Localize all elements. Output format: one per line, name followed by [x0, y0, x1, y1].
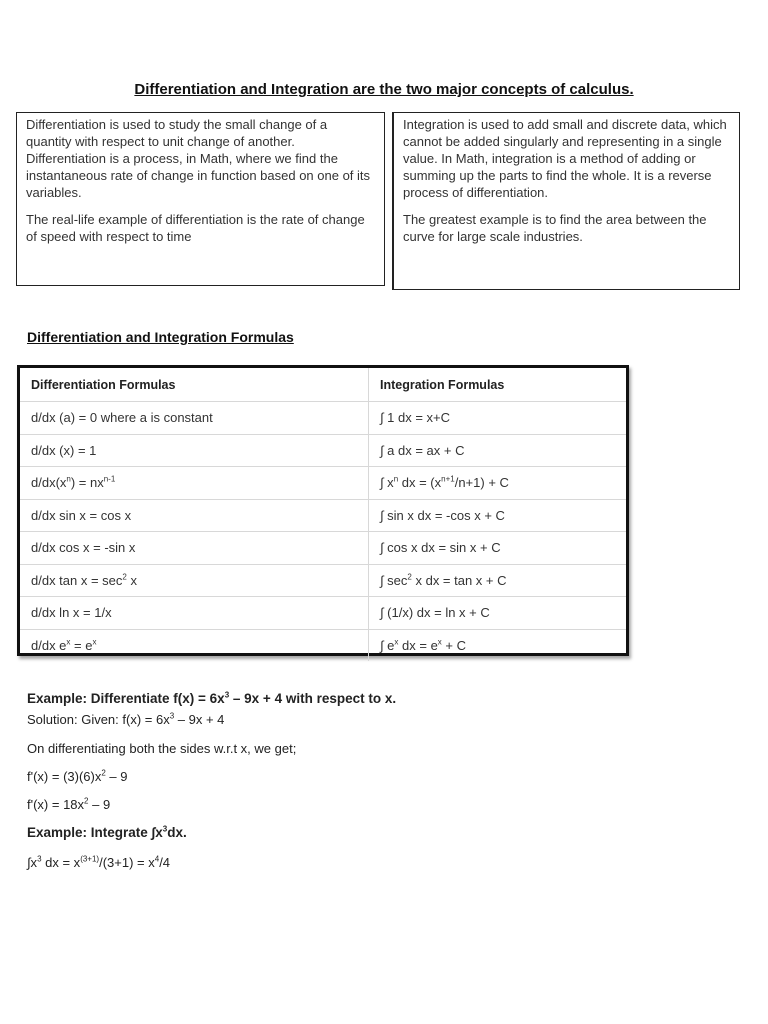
differentiation-formula-cell: d/dx (x) = 1	[20, 434, 369, 467]
table-header-row	[20, 368, 626, 402]
differentiation-formula-cell: d/dx $\tan x = \sec^2 x$	[20, 564, 369, 597]
example2-heading: Example: Integrate $\int x^3dx$.	[27, 824, 187, 840]
example2-result: $\int x^3$ dx = $x^{(3+1)}/(3+1) = x^4/4$	[27, 854, 171, 870]
table-row	[20, 434, 626, 467]
differentiation-example: The real-life example of differentiation is the rate of change of speed with respect to time	[26, 212, 365, 244]
formulas-table	[20, 368, 626, 661]
table-row	[20, 532, 626, 565]
page-title: Differentiation and Integration are the two major concepts of calculus.	[134, 81, 634, 98]
column-header-integration: Integration Formulas	[369, 368, 627, 402]
differentiation-formula-cell: d/dx sin x = cos x	[20, 499, 369, 532]
formulas-heading: Differentiation and Integration Formulas	[27, 329, 294, 345]
integration-formula-cell: ∫ cos x dx = sin x + C	[369, 532, 627, 565]
integration-formula-cell: ∫ $\sec^2 x$ dx = tan x + C	[369, 564, 627, 597]
differentiation-formula-cell: d/dx ln x = 1/x	[20, 597, 369, 630]
table-row	[20, 597, 626, 630]
integration-description-box	[392, 112, 740, 290]
integration-formula-cell: ∫ sin x dx = -cos x + C	[369, 499, 627, 532]
example1-solution: Solution: Given: $f(x) = 6x^3 - 9x + 4$	[27, 711, 225, 727]
integration-formula-cell: ∫ $x^n$ dx = $(x^{n+1}/n+1) + C$	[369, 467, 627, 500]
differentiation-formula-cell: d/dx $e^x = e^x$	[20, 629, 369, 661]
integration-formula-cell: ∫ 1 dx = x+C	[369, 402, 627, 435]
example1-step2: $f'(x) = (3)(6)x^2 - 9$	[27, 768, 128, 784]
integration-example: The greatest example is to find the area between the curve for large scale industries.	[403, 212, 707, 244]
table-row	[20, 564, 626, 597]
integration-formula-cell: ∫ a dx = ax + C	[369, 434, 627, 467]
differentiation-description-box	[16, 112, 385, 286]
integration-definition: Integration is used to add small and discrete data, which cannot be added singularly and representing in a single value. In Math, integration is a method of adding or summing up the parts to find the whole. It is a reverse process of differentiation.	[403, 117, 727, 200]
differentiation-definition: Differentiation is used to study the small change of a quantity with respect to unit change of another. Differentiation is a process, in Math, where we find the instantaneous rate of change in function based on one of its variables.	[26, 117, 371, 200]
differentiation-formula-cell: d/dx cos x = -sin x	[20, 532, 369, 565]
table-row	[20, 629, 626, 661]
example1-step3: $f'(x) = 18x^2 - 9$	[27, 796, 111, 812]
column-header-differentiation: Differentiation Formulas	[20, 368, 369, 402]
table-row	[20, 402, 626, 435]
formulas-table-frame	[17, 365, 629, 656]
table-row	[20, 499, 626, 532]
example1-heading: Example: Differentiate $f(x) = 6x^3 - 9x + 4$ with respect to x.	[27, 690, 397, 706]
integration-formula-cell: ∫ (1/x) dx = ln x + C	[369, 597, 627, 630]
table-row	[20, 467, 626, 500]
integration-formula-cell: ∫ $e^x$ dx = $e^x + C$	[380, 637, 467, 653]
differentiation-formula-cell: d/dx (a) = 0 where a is constant	[20, 402, 369, 435]
differentiation-formula-cell: $d/dx(x^n) = nx^{n-1}$	[20, 467, 369, 500]
example1-step1: On differentiating both the sides w.r.t x, we get;	[27, 741, 297, 756]
